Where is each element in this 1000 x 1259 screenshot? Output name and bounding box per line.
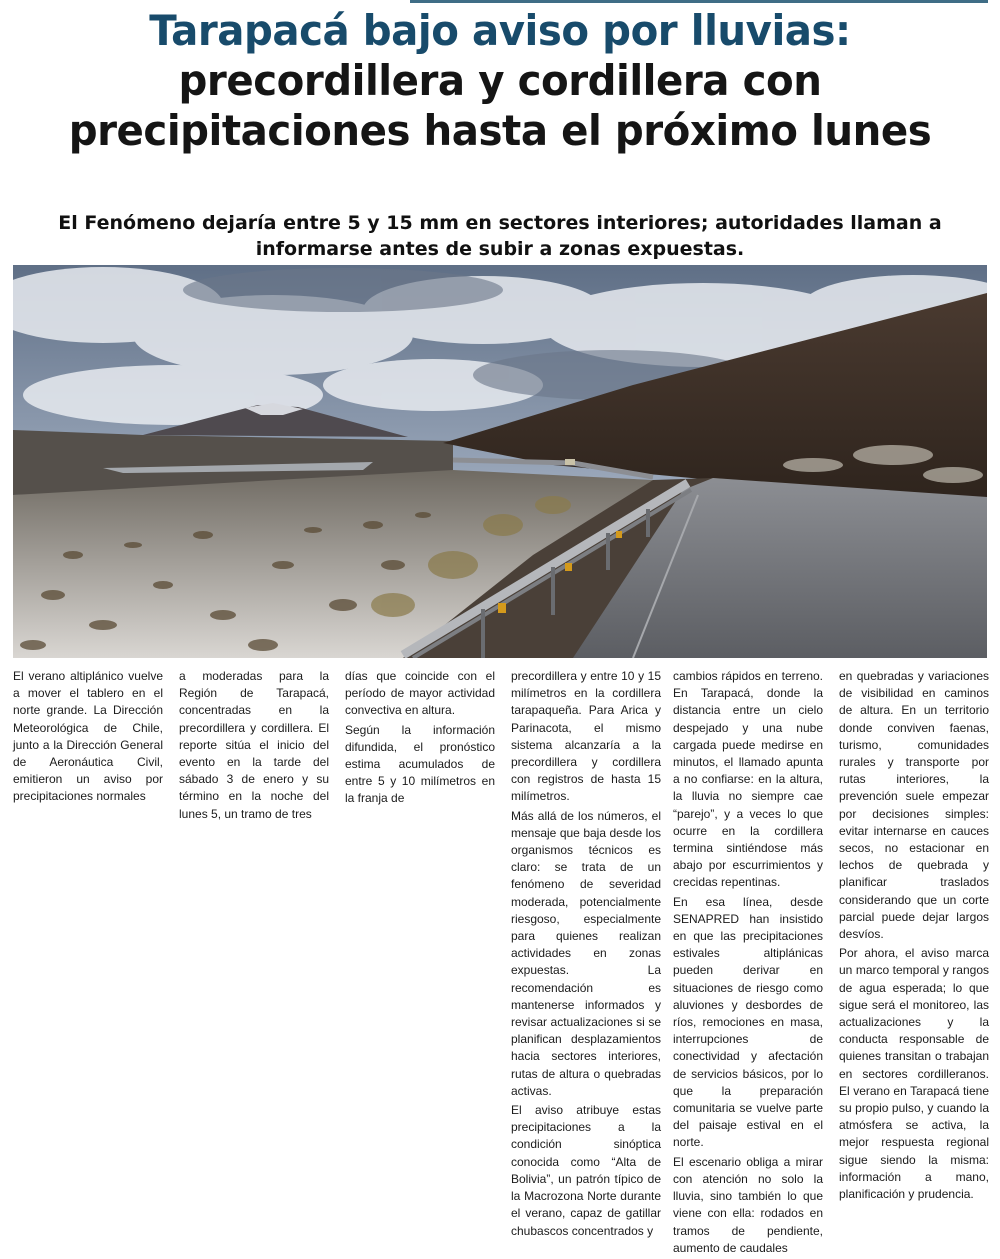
paragraph: a moderadas para la Región de Tarapacá, concentradas en la precordillera y cordillera. El reporte sitúa el inicio del evento en la tarde del sábado 3 de enero y su término en la noche del lunes 5, un tramo de tres [179, 669, 329, 821]
column-2 [179, 668, 329, 825]
headline-line-1: Tarapacá bajo aviso por lluvias: [149, 6, 851, 55]
column-1 [13, 668, 163, 808]
column-5 [673, 668, 823, 1259]
paragraph: Según la información difundida, el pronóstico estima acumulados de entre 5 y 10 milímetros en la franja de [345, 722, 495, 806]
mountain-road-illustration [13, 265, 987, 658]
paragraph: El verano altiplánico vuelve a mover el tablero en el norte grande. La Dirección Meteorológica de Chile, junto a la Dirección General de Aeronáutica Civil, emitieron un aviso por precipitaciones normales [13, 669, 163, 804]
paragraph: En esa línea, desde SENAPRED han insistido en que las precipitaciones estivales altiplánicas pueden derivar en situaciones de riesgo como aluviones y desbordes de ríos, remociones en masa, interrupciones de conectividad y afectación de servicios básicos, por lo que la preparación comunitaria se vuelve parte del paisaje estival en el norte. [673, 894, 823, 1150]
paragraph: El aviso atribuye estas precipitaciones a la condición sinóptica conocida como “Alta de Bolivia”, un patrón típico de la Macrozona Norte durante el verano, capaz de gatillar chubascos concentrados y [511, 1103, 661, 1238]
article-photo [13, 265, 987, 658]
column-4 [511, 668, 661, 1242]
column-3 [345, 668, 495, 810]
paragraph: días que coincide con el período de mayor actividad convectiva en altura. [345, 669, 495, 718]
paragraph: en quebradas y variaciones de visibilidad en caminos de altura. En un territorio donde conviven faenas, turismo, comunidades rurales y transporte por rutas interiores, la prevención suele empezar por decisiones simples: evitar internarse en cauces secos, no estacionar en lechos de quebrada y planificar traslados considerando que un corte parcial puede dejar largos desvíos. [839, 669, 989, 942]
headline-line-3: precipitaciones hasta el próximo lunes [68, 106, 932, 155]
paragraph: Más allá de los números, el mensaje que baja desde los organismos técnicos es claro: se trata de un fenómeno de severidad moderada, potencialmente riesgoso, especialmente para quienes realizan actividades en zonas expuestas. La recomendación es mantenerse informados y revisar actualizaciones si se planifican desplazamientos hacia sectores interiores, rutas de altura o quebradas activas. [511, 808, 661, 1098]
column-6 [839, 668, 989, 1205]
paragraph: cambios rápidos en terreno. En Tarapacá, donde la distancia entre un cielo despejado y una nube cargada puede medirse en minutos, el llamado apunta a no confiarse: en la altura, la lluvia no siempre cae “parejo”, y a veces lo que ocurre en la cordillera termina sintiéndose más abajo por escurrimientos y crecidas repentinas. [673, 669, 823, 890]
paragraph: El escenario obliga a mirar con atención no solo la lluvia, sino también lo que viene con ella: rodados en tramos de pendiente, aumento de caudales [673, 1154, 823, 1255]
headline [0, 6, 1000, 156]
headline-line-2: precordillera y cordillera con [178, 56, 822, 105]
header-accent-bar [410, 0, 988, 3]
paragraph: Por ahora, el aviso marca un marco temporal y rangos de agua esperada; lo que sigue será el monitoreo, las actualizaciones y la conducta responsable de quienes transitan o trabajan en sectores cordilleranos. El verano en Tarapacá tiene su propio pulso, y cuando la atmósfera se activa, la mejor respuesta regional sigue siendo la misma: información a mano, planificación y prudencia. [839, 946, 989, 1202]
subtitle: El Fenómeno dejaría entre 5 y 15 mm en sectores interiores; autoridades llaman a informarse antes de subir a zonas expuestas. [58, 212, 942, 260]
paragraph: precordillera y entre 10 y 15 milímetros en la cordillera tarapaqueña. Para Arica y Parinacota, el mismo sistema alcanzaría a la precordillera y cordillera con registros de hasta 15 milímetros. [511, 669, 661, 804]
